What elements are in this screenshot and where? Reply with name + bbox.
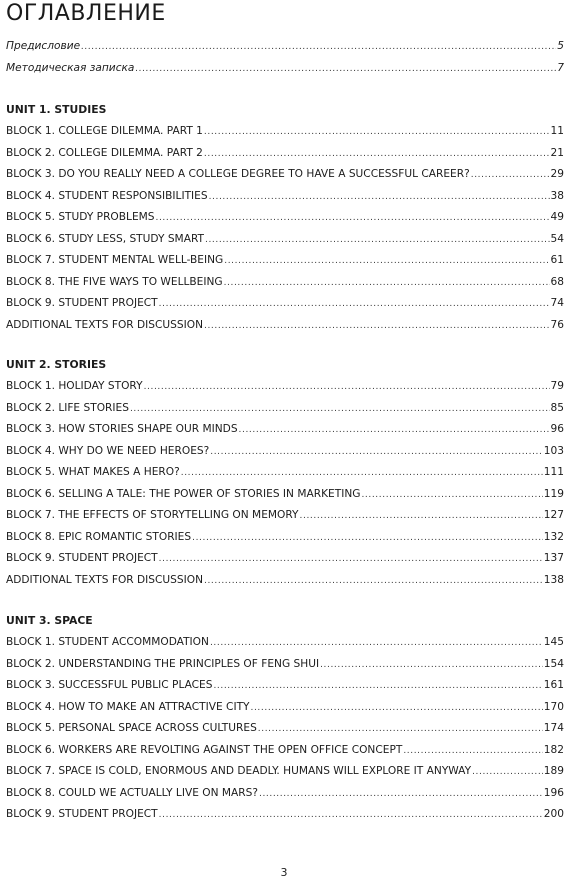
toc-entry[interactable] xyxy=(6,121,564,143)
toc-entry-page: 137 xyxy=(543,552,564,564)
toc-entry-title: BLOCK 3. SUCCESSFUL PUBLIC PLACES xyxy=(6,679,213,691)
toc-entry[interactable] xyxy=(6,272,564,294)
toc-entry-page: 76 xyxy=(550,318,564,331)
toc-unit-1 xyxy=(6,99,564,336)
toc-entry-title: BLOCK 5. PERSONAL SPACE ACROSS CULTURES xyxy=(6,722,257,734)
leader-dots xyxy=(181,462,543,485)
toc-entry-title: BLOCK 4. WHY DO WE NEED HEROES? xyxy=(6,444,210,457)
toc-entry-title: BLOCK 9. STUDENT PROJECT xyxy=(6,552,158,564)
toc-entry[interactable] xyxy=(6,675,564,697)
leader-dots xyxy=(205,229,550,252)
toc-entry[interactable] xyxy=(6,718,564,740)
toc-entry-page: 21 xyxy=(550,146,564,159)
toc-entry-page: 154 xyxy=(543,657,564,670)
toc-entry[interactable] xyxy=(6,441,564,463)
toc-entry-title: BLOCK 4. STUDENT RESPONSIBILITIES xyxy=(6,189,208,202)
toc-unit-2 xyxy=(6,354,564,591)
toc-entry-page: 74 xyxy=(550,297,564,309)
page-number: 3 xyxy=(280,866,288,879)
toc-entry[interactable] xyxy=(6,398,564,420)
leader-dots xyxy=(224,250,549,273)
toc-entry-page: 38 xyxy=(550,189,564,202)
toc-entry-title: BLOCK 6. WORKERS ARE REVOLTING AGAINST THE OPEN OFFICE CONCEPT xyxy=(6,743,403,756)
toc-entry-page: 68 xyxy=(550,275,564,288)
toc-entry[interactable] xyxy=(6,164,564,186)
toc-entry[interactable] xyxy=(6,697,564,719)
toc-entry-page: 145 xyxy=(543,636,564,648)
leader-dots xyxy=(130,398,550,421)
toc-entry[interactable] xyxy=(6,229,564,251)
leader-dots xyxy=(135,58,556,81)
unit-heading[interactable]: UNIT 2. STORIES xyxy=(6,358,107,371)
toc-entry-page: 196 xyxy=(543,786,564,799)
toc-entry-title: Предисловие xyxy=(6,40,81,52)
toc-entry-page: 7 xyxy=(557,61,564,74)
toc-entry-title: BLOCK 2. COLLEGE DILEMMA. PART 2 xyxy=(6,146,203,159)
toc-entry-title: BLOCK 7. THE EFFECTS OF STORYTELLING ON MEMORY xyxy=(6,509,299,521)
toc-entry-title: BLOCK 1. STUDENT ACCOMMODATION xyxy=(6,636,209,648)
toc-entry-title: BLOCK 9. STUDENT PROJECT xyxy=(6,297,158,309)
leader-dots xyxy=(472,761,543,784)
toc-entry[interactable] xyxy=(6,654,564,676)
toc-entry[interactable] xyxy=(6,36,564,58)
toc-entry-page: 182 xyxy=(543,743,564,756)
toc-entry[interactable] xyxy=(6,804,564,826)
toc-entry[interactable] xyxy=(6,484,564,506)
toc-entry[interactable] xyxy=(6,761,564,783)
leader-dots xyxy=(471,164,550,187)
leader-dots xyxy=(258,718,543,741)
toc-entry-page: 170 xyxy=(543,700,564,713)
leader-dots xyxy=(239,419,550,442)
leader-dots xyxy=(300,505,543,528)
toc-entry[interactable] xyxy=(6,548,564,570)
toc-entry-page: 161 xyxy=(543,679,564,691)
toc-entry[interactable] xyxy=(6,632,564,654)
toc-entry-page: 119 xyxy=(543,487,564,500)
leader-dots xyxy=(209,186,550,209)
toc-entry[interactable] xyxy=(6,505,564,527)
toc-entry-title: BLOCK 2. LIFE STORIES xyxy=(6,401,129,414)
toc-entry[interactable] xyxy=(6,527,564,549)
toc-entry-title: BLOCK 7. SPACE IS COLD, ENORMOUS AND DEADLY. HUMANS WILL EXPLORE IT ANYWAY xyxy=(6,765,472,777)
leader-dots xyxy=(159,548,543,571)
toc-entry-page: 5 xyxy=(557,40,564,52)
toc-entry-page: 103 xyxy=(543,444,564,457)
toc-entry-title: BLOCK 5. STUDY PROBLEMS xyxy=(6,211,155,223)
toc-entry-page: 49 xyxy=(550,211,564,223)
toc-entry-page: 189 xyxy=(543,765,564,777)
toc-entry-page: 132 xyxy=(543,530,564,543)
toc-entry[interactable] xyxy=(6,376,564,398)
toc-unit-3 xyxy=(6,610,564,826)
leader-dots xyxy=(156,207,550,230)
toc-entry-title: BLOCK 7. STUDENT MENTAL WELL-BEING xyxy=(6,254,224,266)
toc-entry-page: 61 xyxy=(550,254,564,266)
toc-entry-title: BLOCK 8. EPIC ROMANTIC STORIES xyxy=(6,530,192,543)
toc-entry-page: 85 xyxy=(550,401,564,414)
toc-entry-title: BLOCK 9. STUDENT PROJECT xyxy=(6,808,158,820)
unit-heading[interactable]: UNIT 1. STUDIES xyxy=(6,103,107,116)
toc-entry-page: 200 xyxy=(543,808,564,820)
toc-entry[interactable] xyxy=(6,58,564,80)
toc-entry-title: BLOCK 8. THE FIVE WAYS TO WELLBEING xyxy=(6,275,223,288)
toc-entry-page: 111 xyxy=(543,466,564,478)
toc-entry-title: BLOCK 4. HOW TO MAKE AN ATTRACTIVE CITY xyxy=(6,700,250,713)
leader-dots xyxy=(213,675,542,698)
toc-entry-title: BLOCK 2. UNDERSTANDING THE PRINCIPLES OF FENG SHUI xyxy=(6,657,320,670)
toc-entry-title: BLOCK 3. HOW STORIES SHAPE OUR MINDS xyxy=(6,423,238,435)
toc-entry[interactable] xyxy=(6,293,564,315)
leader-dots xyxy=(159,293,550,316)
toc-entry-page: 96 xyxy=(550,423,564,435)
toc-entry-page: 138 xyxy=(543,573,564,586)
toc-entry[interactable] xyxy=(6,783,564,805)
toc-entry[interactable] xyxy=(6,186,564,208)
toc-entry-page: 54 xyxy=(550,232,564,245)
toc-entry[interactable] xyxy=(6,315,564,337)
leader-dots xyxy=(210,441,543,464)
toc-entry-page: 11 xyxy=(550,125,564,137)
leader-dots xyxy=(251,697,543,720)
leader-dots xyxy=(403,740,542,763)
leader-dots xyxy=(204,121,550,144)
toc-entry[interactable] xyxy=(6,250,564,272)
leader-dots xyxy=(361,484,542,507)
toc-entry-page: 29 xyxy=(550,168,564,180)
unit-heading[interactable]: UNIT 3. SPACE xyxy=(6,614,93,627)
toc-entry-page: 127 xyxy=(543,509,564,521)
toc-entry[interactable] xyxy=(6,419,564,441)
leader-dots xyxy=(204,315,550,338)
toc-entry-title: ADDITIONAL TEXTS FOR DISCUSSION xyxy=(6,573,204,586)
toc-entry-title: BLOCK 8. COULD WE ACTUALLY LIVE ON MARS? xyxy=(6,786,258,799)
toc-entry[interactable] xyxy=(6,207,564,229)
leader-dots xyxy=(81,36,556,59)
toc-entry-title: BLOCK 6. STUDY LESS, STUDY SMART xyxy=(6,232,205,245)
page-title: ОГЛАВЛЕНИЕ xyxy=(6,1,166,26)
toc-entry-title: Методическая записка xyxy=(6,61,135,74)
toc-entry-title: BLOCK 6. SELLING A TALE: THE POWER OF STORIES IN MARKETING xyxy=(6,487,361,500)
toc-entry-page: 79 xyxy=(550,380,564,392)
leader-dots xyxy=(259,783,543,806)
leader-dots xyxy=(159,804,543,827)
toc-entry[interactable] xyxy=(6,740,564,762)
leader-dots xyxy=(210,632,543,655)
leader-dots xyxy=(192,527,543,550)
toc-entry-title: BLOCK 1. COLLEGE DILEMMA. PART 1 xyxy=(6,125,203,137)
toc-entry-title: BLOCK 3. DO YOU REALLY NEED A COLLEGE DEGREE TO HAVE A SUCCESSFUL CAREER? xyxy=(6,168,470,180)
toc-intro xyxy=(6,36,564,79)
leader-dots xyxy=(144,376,550,399)
toc-entry-title: BLOCK 5. WHAT MAKES A HERO? xyxy=(6,466,180,478)
toc-entry[interactable] xyxy=(6,462,564,484)
toc-entry-page: 174 xyxy=(543,722,564,734)
toc-entry[interactable] xyxy=(6,570,564,592)
leader-dots xyxy=(224,272,550,295)
toc-entry[interactable] xyxy=(6,143,564,165)
leader-dots xyxy=(204,570,543,593)
toc-entry-title: BLOCK 1. HOLIDAY STORY xyxy=(6,380,143,392)
toc-entry-title: ADDITIONAL TEXTS FOR DISCUSSION xyxy=(6,318,204,331)
leader-dots xyxy=(320,654,543,677)
leader-dots xyxy=(204,143,550,166)
